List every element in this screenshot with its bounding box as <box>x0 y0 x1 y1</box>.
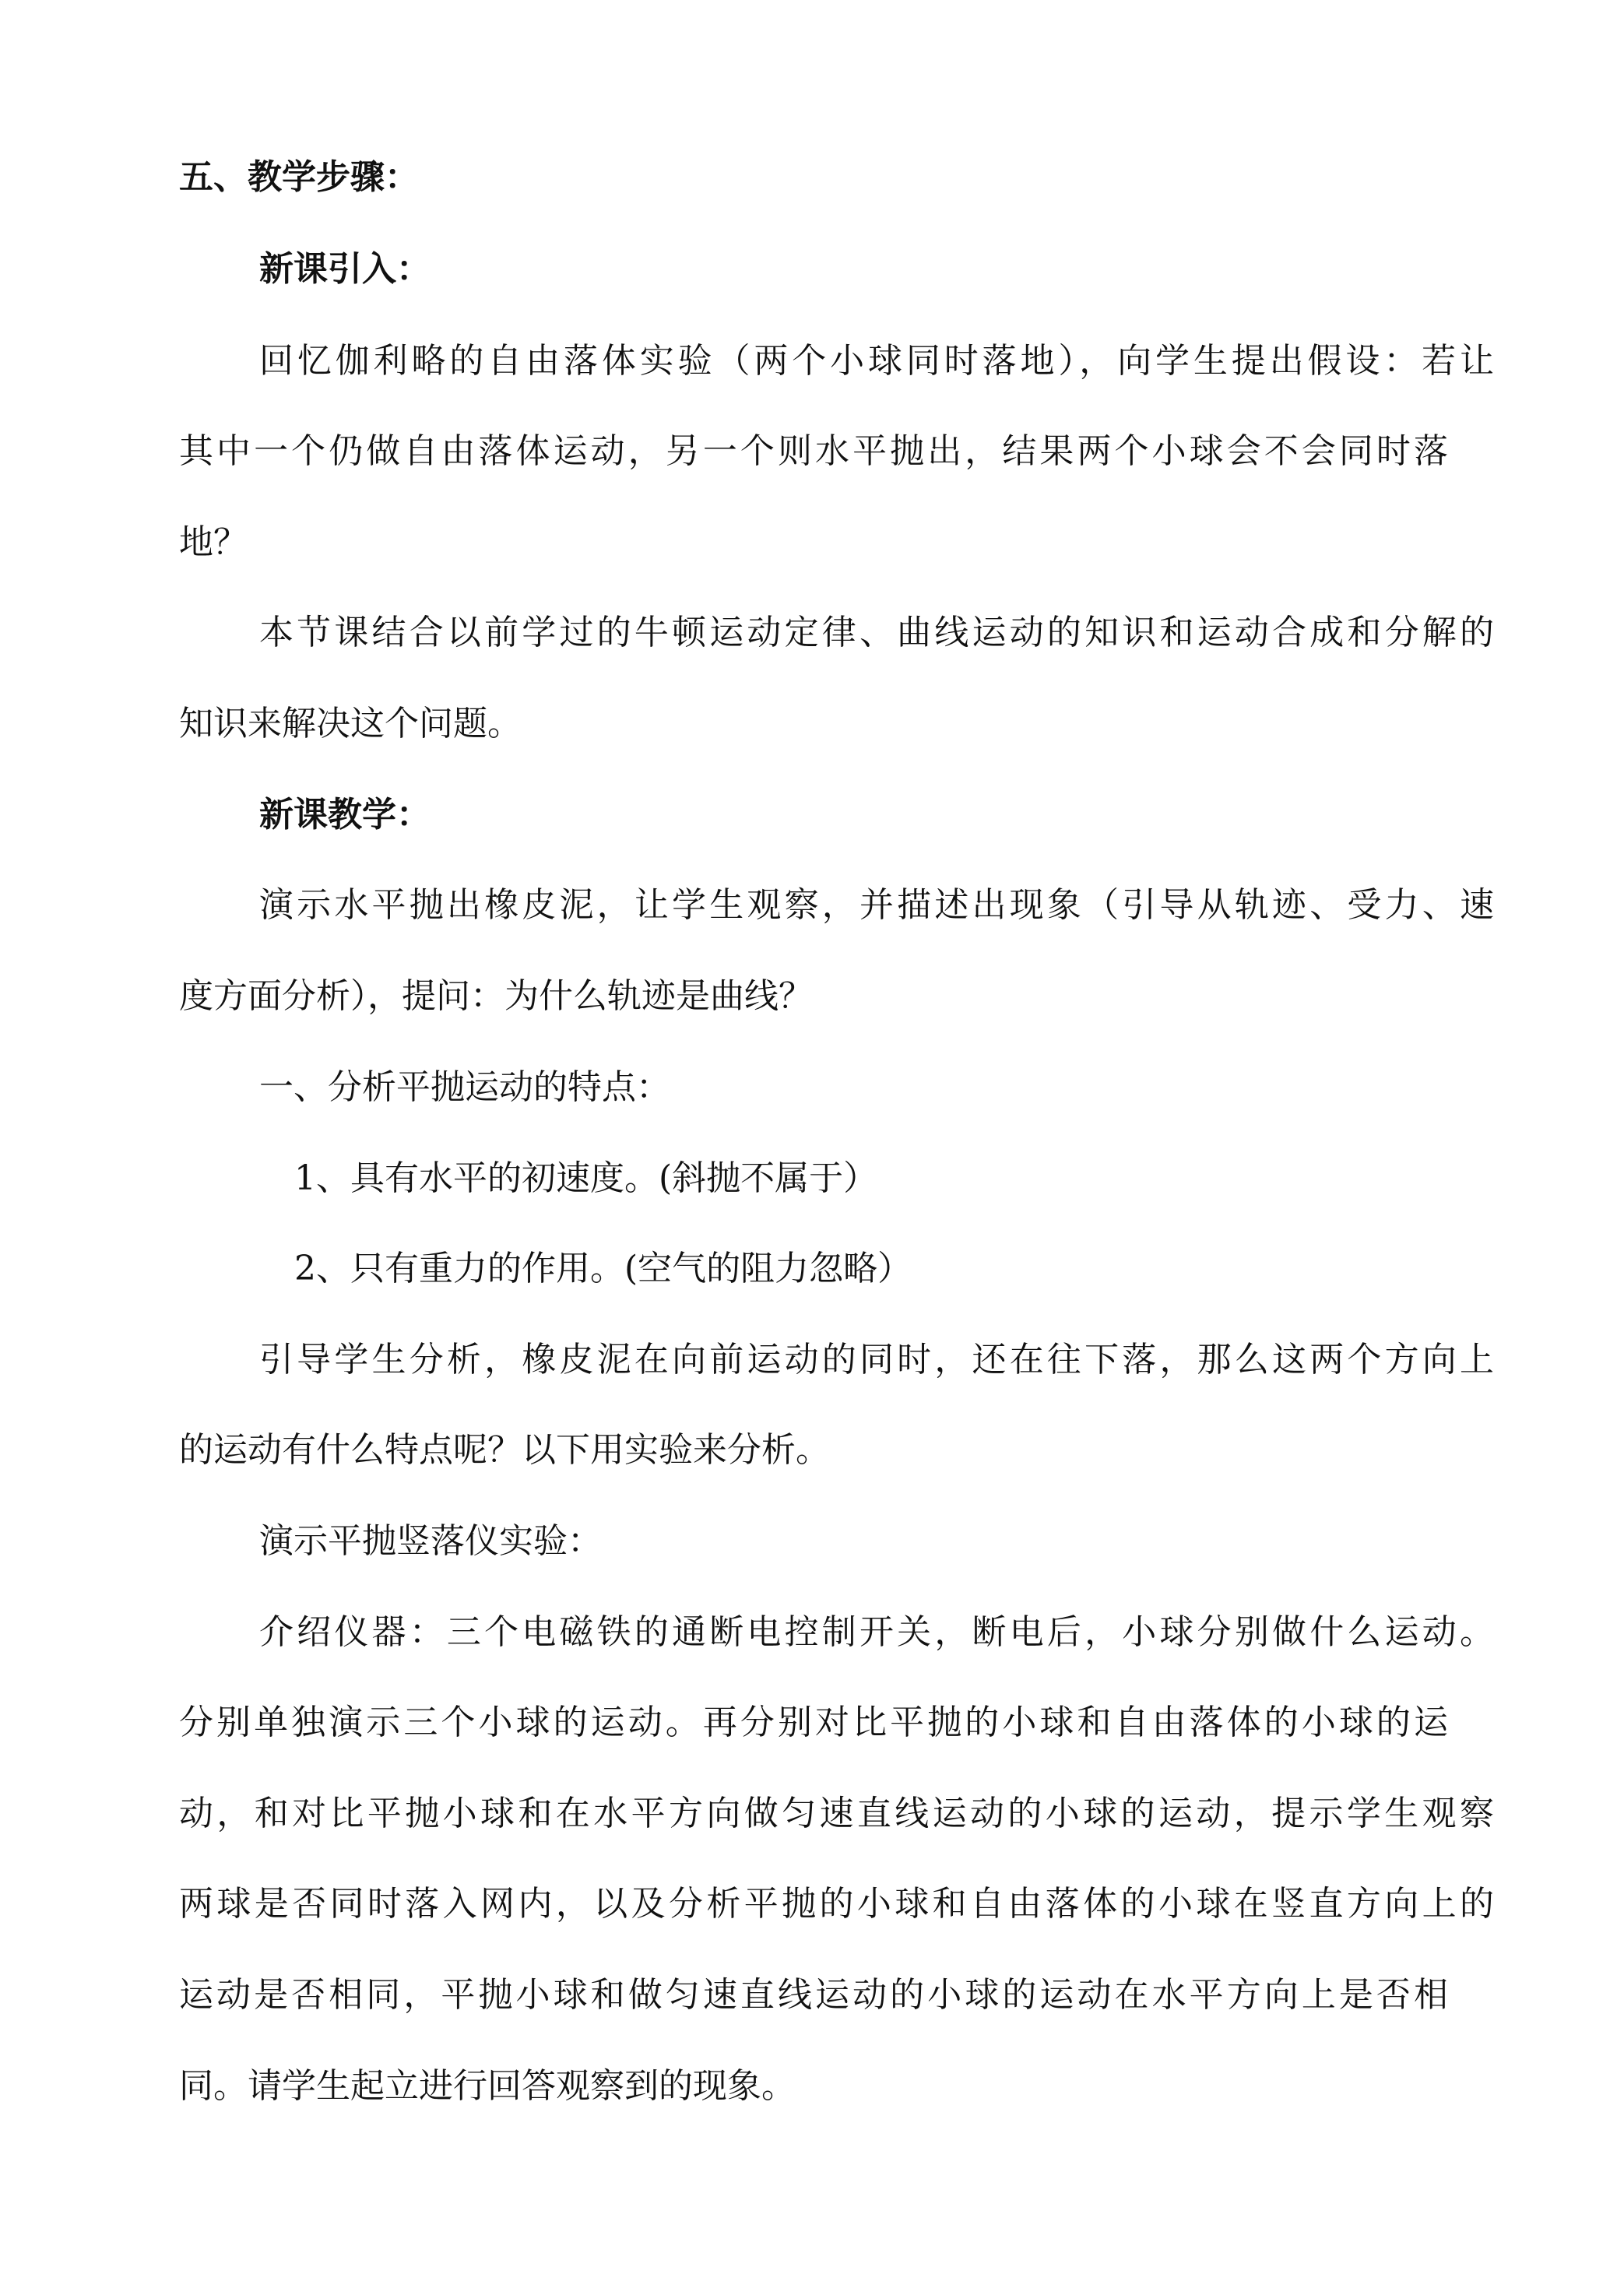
instrument-paragraph-line: 动，和对比平抛小球和在水平方向做匀速直线运动的小球的运动，提示学生观察 <box>179 1794 1494 1833</box>
section-heading: 五、教学步骤： <box>179 157 419 197</box>
instrument-paragraph-line: 运动是否相同，平抛小球和做匀速直线运动的小球的运动在水平方向上是否相 <box>179 1975 1448 2015</box>
guide-paragraph-line: 的运动有什么特点呢？以下用实验来分析。 <box>179 1430 830 1470</box>
guide-paragraph-line: 引导学生分析，橡皮泥在向前运动的同时，还在往下落，那么这两个方向上 <box>259 1340 1494 1379</box>
feature-item: 1、具有水平的初速度。(斜抛不属于） <box>294 1158 878 1198</box>
intro-paragraph-line: 地？ <box>179 522 248 562</box>
intro-paragraph-2-line: 本节课结合以前学过的牛顿运动定律、曲线运动的知识和运动合成和分解的 <box>259 613 1494 652</box>
intro-heading: 新课引入： <box>259 249 431 289</box>
intro-paragraph-2-line: 知识来解决这个问题。 <box>179 704 522 743</box>
instrument-paragraph-line: 两球是否同时落入网内，以及分析平抛的小球和自由落体的小球在竖直方向上的 <box>179 1884 1494 1924</box>
intro-paragraph-line: 其中一个仍做自由落体运动，另一个则水平抛出，结果两个小球会不会同时落 <box>179 431 1448 471</box>
teaching-paragraph-line: 演示水平抛出橡皮泥，让学生观察，并描述出现象（引导从轨迹、受力、速 <box>259 885 1494 925</box>
instrument-paragraph-line: 同。请学生起立进行回答观察到的现象。 <box>179 2066 796 2106</box>
feature-item: 2、只有重力的作用。(空气的阻力忽略） <box>294 1249 912 1288</box>
demo-heading: 演示平抛竖落仪实验： <box>259 1521 602 1561</box>
instrument-paragraph-line: 介绍仪器：三个电磁铁的通断电控制开关，断电后，小球分别做什么运动。 <box>259 1612 1494 1652</box>
intro-paragraph-line: 回忆伽利略的自由落体实验（两个小球同时落地），向学生提出假设：若让 <box>259 341 1494 381</box>
teaching-heading: 新课教学： <box>259 795 431 835</box>
analysis-heading: 一、分析平抛运动的特点： <box>259 1067 670 1107</box>
instrument-paragraph-line: 分别单独演示三个小球的运动。再分别对比平抛的小球和自由落体的小球的运 <box>179 1703 1448 1742</box>
teaching-paragraph-line: 度方面分析），提问：为什么轨迹是曲线？ <box>179 976 813 1016</box>
